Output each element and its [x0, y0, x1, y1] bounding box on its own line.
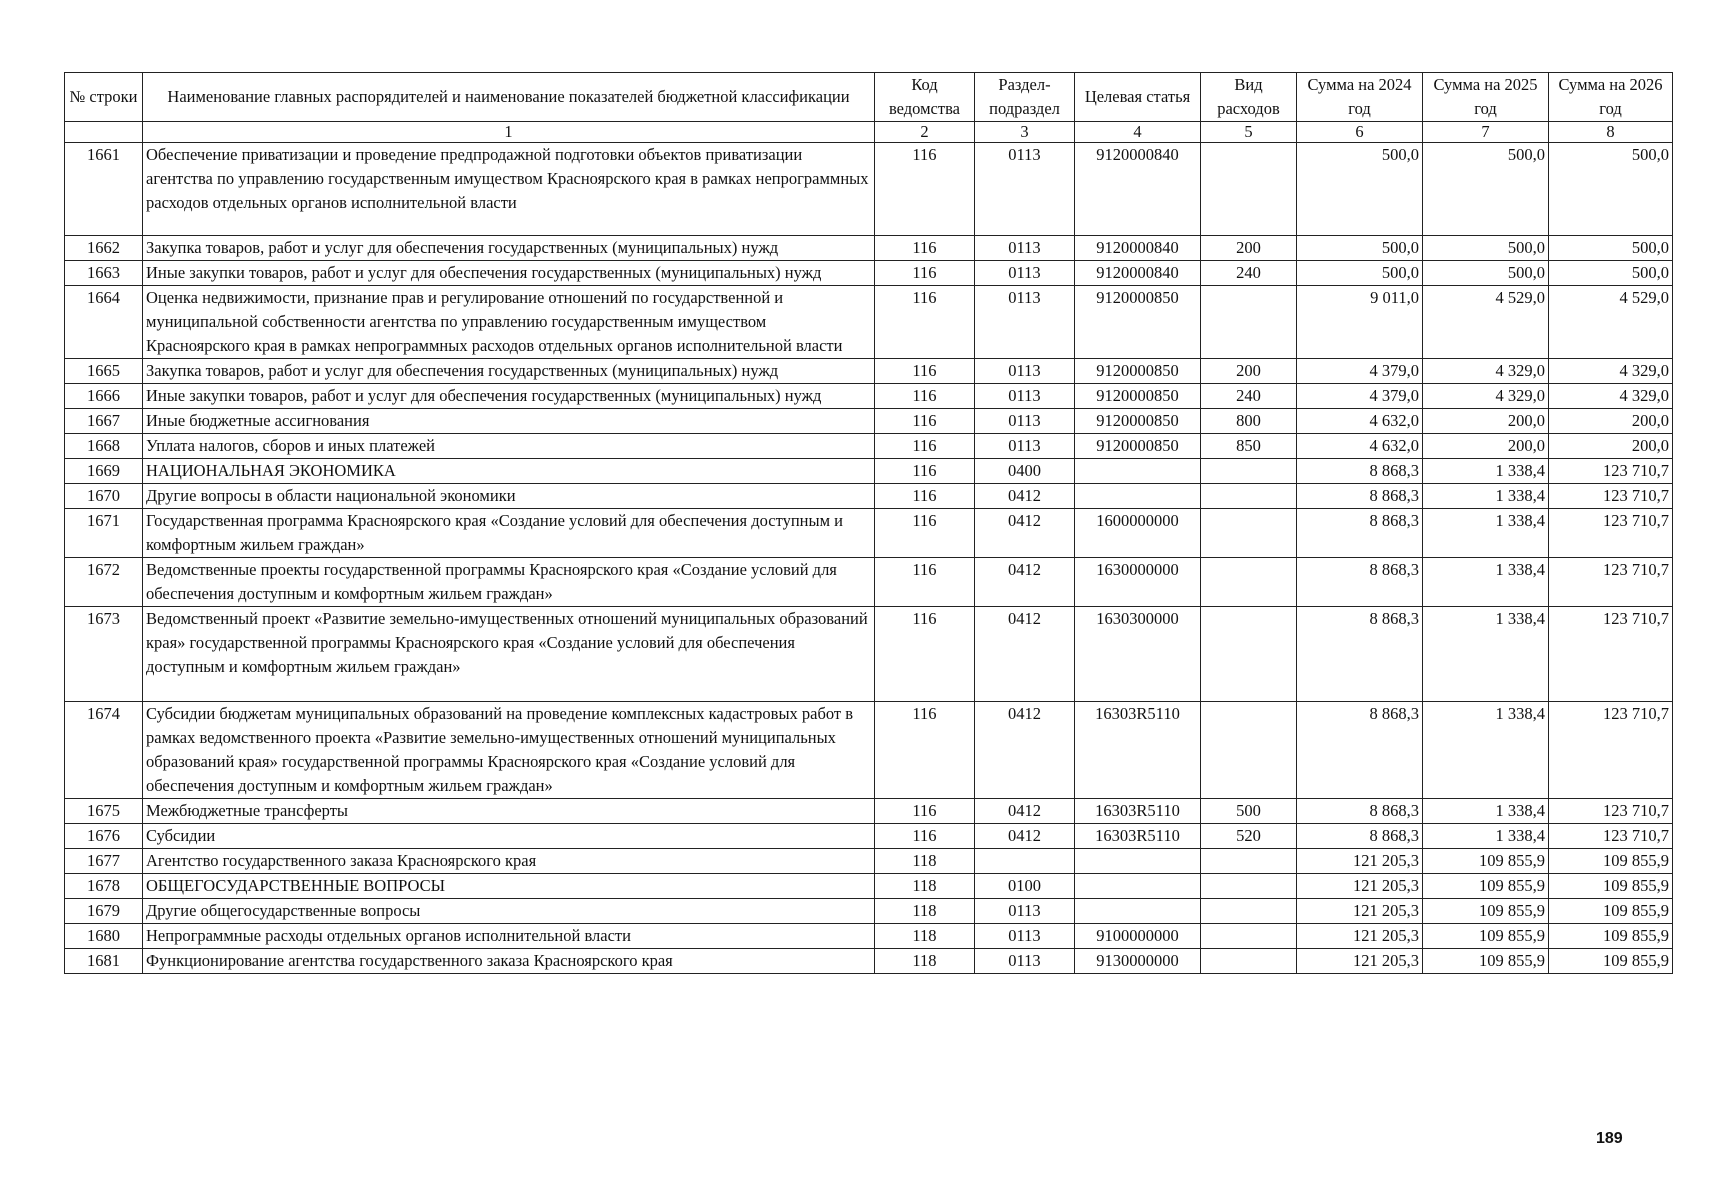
department-code: 118 [875, 899, 975, 924]
section-code [975, 849, 1075, 874]
sum-2025: 500,0 [1423, 143, 1549, 236]
table-row [65, 874, 1673, 899]
row-number: 1663 [65, 261, 143, 286]
sum-2024: 121 205,3 [1297, 874, 1423, 899]
expense-type: 500 [1201, 799, 1297, 824]
sum-2024: 8 868,3 [1297, 799, 1423, 824]
expense-type [1201, 143, 1297, 236]
expense-type [1201, 286, 1297, 359]
section-code: 0412 [975, 484, 1075, 509]
table-row [65, 949, 1673, 974]
expense-type [1201, 874, 1297, 899]
row-number: 1669 [65, 459, 143, 484]
column-number: 2 [875, 122, 975, 143]
row-number: 1672 [65, 558, 143, 607]
target-item: 9120000850 [1075, 409, 1201, 434]
department-code: 116 [875, 509, 975, 558]
department-code: 118 [875, 949, 975, 974]
sum-2026: 4 329,0 [1549, 384, 1673, 409]
row-name: Ведомственный проект «Развитие земельно-имущественных отношений муниципальных образований края» государственной программы Красноярского края «Создание условий для обеспечения доступным и комфортным жильем граждан» [143, 607, 875, 702]
section-code: 0113 [975, 359, 1075, 384]
row-number: 1664 [65, 286, 143, 359]
sum-2026: 500,0 [1549, 236, 1673, 261]
row-number: 1673 [65, 607, 143, 702]
section-code: 0412 [975, 607, 1075, 702]
sum-2025: 500,0 [1423, 261, 1549, 286]
expense-type: 200 [1201, 359, 1297, 384]
department-code: 116 [875, 434, 975, 459]
column-number: 7 [1423, 122, 1549, 143]
department-code: 116 [875, 236, 975, 261]
sum-2026: 109 855,9 [1549, 924, 1673, 949]
row-name: Функционирование агентства государственного заказа Красноярского края [143, 949, 875, 974]
row-name: Уплата налогов, сборов и иных платежей [143, 434, 875, 459]
target-item: 9120000850 [1075, 434, 1201, 459]
row-name: Другие вопросы в области национальной экономики [143, 484, 875, 509]
page-number: 189 [1596, 1130, 1623, 1147]
department-code: 116 [875, 607, 975, 702]
table-row [65, 286, 1673, 359]
sum-2024: 121 205,3 [1297, 849, 1423, 874]
target-item: 9120000840 [1075, 236, 1201, 261]
department-code: 116 [875, 143, 975, 236]
sum-2024: 500,0 [1297, 236, 1423, 261]
section-code: 0412 [975, 824, 1075, 849]
department-code: 116 [875, 261, 975, 286]
header-expense-type: Вид расходов [1201, 73, 1297, 122]
sum-2026: 123 710,7 [1549, 702, 1673, 799]
sum-2026: 123 710,7 [1549, 484, 1673, 509]
expense-type [1201, 702, 1297, 799]
section-code: 0113 [975, 924, 1075, 949]
sum-2025: 109 855,9 [1423, 949, 1549, 974]
row-number: 1681 [65, 949, 143, 974]
expense-type [1201, 459, 1297, 484]
section-code: 0113 [975, 261, 1075, 286]
sum-2024: 8 868,3 [1297, 509, 1423, 558]
expense-type: 800 [1201, 409, 1297, 434]
department-code: 116 [875, 799, 975, 824]
section-code: 0113 [975, 384, 1075, 409]
target-item: 9120000840 [1075, 143, 1201, 236]
sum-2025: 500,0 [1423, 236, 1549, 261]
table-row [65, 434, 1673, 459]
sum-2024: 121 205,3 [1297, 949, 1423, 974]
sum-2024: 121 205,3 [1297, 924, 1423, 949]
row-name: Государственная программа Красноярского края «Создание условий для обеспечения доступным и комфортным жильем граждан» [143, 509, 875, 558]
target-item: 16303R5110 [1075, 702, 1201, 799]
sum-2025: 109 855,9 [1423, 924, 1549, 949]
target-item: 1600000000 [1075, 509, 1201, 558]
section-code: 0412 [975, 558, 1075, 607]
expense-type [1201, 558, 1297, 607]
section-code: 0113 [975, 409, 1075, 434]
expense-type: 850 [1201, 434, 1297, 459]
header-target-item: Целевая статья [1075, 73, 1201, 122]
row-number: 1668 [65, 434, 143, 459]
table-row [65, 261, 1673, 286]
sum-2026: 109 855,9 [1549, 874, 1673, 899]
section-code: 0412 [975, 799, 1075, 824]
table-row [65, 236, 1673, 261]
header-department-code: Код ведомства [875, 73, 975, 122]
department-code: 116 [875, 409, 975, 434]
row-number: 1662 [65, 236, 143, 261]
row-number: 1674 [65, 702, 143, 799]
sum-2024: 8 868,3 [1297, 484, 1423, 509]
table-row [65, 484, 1673, 509]
sum-2025: 1 338,4 [1423, 702, 1549, 799]
target-item: 9120000850 [1075, 286, 1201, 359]
row-name: Закупка товаров, работ и услуг для обеспечения государственных (муниципальных) нужд [143, 236, 875, 261]
sum-2026: 123 710,7 [1549, 607, 1673, 702]
sum-2026: 123 710,7 [1549, 509, 1673, 558]
row-number: 1671 [65, 509, 143, 558]
target-item: 9120000850 [1075, 384, 1201, 409]
table-row [65, 384, 1673, 409]
table-row [65, 824, 1673, 849]
target-item: 16303R5110 [1075, 799, 1201, 824]
row-number: 1679 [65, 899, 143, 924]
row-name: НАЦИОНАЛЬНАЯ ЭКОНОМИКА [143, 459, 875, 484]
section-code: 0113 [975, 949, 1075, 974]
row-number: 1670 [65, 484, 143, 509]
table-header-row [65, 73, 1673, 122]
sum-2026: 123 710,7 [1549, 799, 1673, 824]
sum-2026: 200,0 [1549, 409, 1673, 434]
row-number: 1678 [65, 874, 143, 899]
column-number [65, 122, 143, 143]
department-code: 118 [875, 849, 975, 874]
table-row [65, 924, 1673, 949]
target-item: 1630300000 [1075, 607, 1201, 702]
section-code: 0113 [975, 236, 1075, 261]
sum-2026: 4 329,0 [1549, 359, 1673, 384]
sum-2026: 123 710,7 [1549, 558, 1673, 607]
sum-2026: 123 710,7 [1549, 824, 1673, 849]
row-number: 1676 [65, 824, 143, 849]
row-number: 1667 [65, 409, 143, 434]
table-row [65, 607, 1673, 702]
section-code: 0100 [975, 874, 1075, 899]
expense-type: 200 [1201, 236, 1297, 261]
table-row [65, 899, 1673, 924]
row-name: Непрограммные расходы отдельных органов исполнительной власти [143, 924, 875, 949]
section-code: 0113 [975, 143, 1075, 236]
sum-2024: 8 868,3 [1297, 558, 1423, 607]
expense-type [1201, 849, 1297, 874]
department-code: 116 [875, 702, 975, 799]
target-item: 16303R5110 [1075, 824, 1201, 849]
sum-2025: 1 338,4 [1423, 824, 1549, 849]
sum-2026: 500,0 [1549, 143, 1673, 236]
row-number: 1666 [65, 384, 143, 409]
expense-type [1201, 899, 1297, 924]
sum-2025: 1 338,4 [1423, 799, 1549, 824]
section-code: 0412 [975, 702, 1075, 799]
column-number: 8 [1549, 122, 1673, 143]
section-code: 0412 [975, 509, 1075, 558]
sum-2025: 1 338,4 [1423, 558, 1549, 607]
column-number-row [65, 122, 1673, 143]
sum-2025: 1 338,4 [1423, 459, 1549, 484]
table-row [65, 359, 1673, 384]
target-item [1075, 459, 1201, 484]
sum-2025: 109 855,9 [1423, 874, 1549, 899]
department-code: 116 [875, 384, 975, 409]
sum-2025: 1 338,4 [1423, 509, 1549, 558]
sum-2025: 200,0 [1423, 409, 1549, 434]
table-row [65, 799, 1673, 824]
section-code: 0400 [975, 459, 1075, 484]
sum-2024: 4 379,0 [1297, 359, 1423, 384]
sum-2025: 109 855,9 [1423, 849, 1549, 874]
department-code: 116 [875, 459, 975, 484]
row-name: Иные бюджетные ассигнования [143, 409, 875, 434]
header-sum-2026: Сумма на 2026 год [1549, 73, 1673, 122]
department-code: 116 [875, 558, 975, 607]
sum-2024: 500,0 [1297, 143, 1423, 236]
expense-type [1201, 949, 1297, 974]
target-item [1075, 849, 1201, 874]
department-code: 116 [875, 824, 975, 849]
row-number: 1665 [65, 359, 143, 384]
row-name: Обеспечение приватизации и проведение предпродажной подготовки объектов приватизации агентства по управлению государственным имуществом Красноярского края в рамках непрограммных расходов отдельных органов исполнительной власти [143, 143, 875, 236]
section-code: 0113 [975, 899, 1075, 924]
row-number: 1661 [65, 143, 143, 236]
sum-2025: 4 329,0 [1423, 384, 1549, 409]
target-item [1075, 874, 1201, 899]
sum-2026: 123 710,7 [1549, 459, 1673, 484]
header-section: Раздел-подраздел [975, 73, 1075, 122]
row-name: Оценка недвижимости, признание прав и регулирование отношений по государственной и муниципальной собственности агентства по управлению государственным имуществом Красноярского края в рамках непрограммных расходов отдельных органов исполнительной власти [143, 286, 875, 359]
section-code: 0113 [975, 434, 1075, 459]
expense-type [1201, 509, 1297, 558]
target-item: 9120000840 [1075, 261, 1201, 286]
sum-2025: 4 329,0 [1423, 359, 1549, 384]
row-name: Другие общегосударственные вопросы [143, 899, 875, 924]
sum-2025: 1 338,4 [1423, 607, 1549, 702]
target-item [1075, 899, 1201, 924]
row-name: Иные закупки товаров, работ и услуг для обеспечения государственных (муниципальных) нужд [143, 384, 875, 409]
target-item [1075, 484, 1201, 509]
target-item: 9100000000 [1075, 924, 1201, 949]
sum-2025: 4 529,0 [1423, 286, 1549, 359]
expense-type [1201, 607, 1297, 702]
budget-table [64, 72, 1673, 974]
row-name: Межбюджетные трансферты [143, 799, 875, 824]
row-name: Агентство государственного заказа Красноярского края [143, 849, 875, 874]
sum-2026: 109 855,9 [1549, 949, 1673, 974]
header-sum-2024: Сумма на 2024 год [1297, 73, 1423, 122]
sum-2024: 8 868,3 [1297, 824, 1423, 849]
sum-2024: 8 868,3 [1297, 459, 1423, 484]
row-name: Субсидии [143, 824, 875, 849]
table-row [65, 702, 1673, 799]
row-name: Иные закупки товаров, работ и услуг для обеспечения государственных (муниципальных) нужд [143, 261, 875, 286]
column-number: 6 [1297, 122, 1423, 143]
table-row [65, 143, 1673, 236]
sum-2024: 4 379,0 [1297, 384, 1423, 409]
target-item: 9130000000 [1075, 949, 1201, 974]
table-row [65, 459, 1673, 484]
row-name: Субсидии бюджетам муниципальных образований на проведение комплексных кадастровых работ в рамках ведомственного проекта «Развитие земельно-имущественных отношений муниципальных образований края» государственной программы Красноярского края «Создание условий для обеспечения доступным и комфортным жильем граждан» [143, 702, 875, 799]
sum-2025: 1 338,4 [1423, 484, 1549, 509]
department-code: 118 [875, 924, 975, 949]
sum-2025: 109 855,9 [1423, 899, 1549, 924]
row-number: 1675 [65, 799, 143, 824]
table-row [65, 849, 1673, 874]
row-number: 1677 [65, 849, 143, 874]
table-row [65, 558, 1673, 607]
department-code: 116 [875, 484, 975, 509]
sum-2026: 500,0 [1549, 261, 1673, 286]
department-code: 116 [875, 286, 975, 359]
sum-2024: 8 868,3 [1297, 702, 1423, 799]
sum-2026: 200,0 [1549, 434, 1673, 459]
department-code: 116 [875, 359, 975, 384]
header-row-number: № строки [65, 73, 143, 122]
expense-type [1201, 484, 1297, 509]
column-number: 3 [975, 122, 1075, 143]
section-code: 0113 [975, 286, 1075, 359]
sum-2024: 8 868,3 [1297, 607, 1423, 702]
sum-2026: 109 855,9 [1549, 849, 1673, 874]
expense-type: 240 [1201, 384, 1297, 409]
column-number: 5 [1201, 122, 1297, 143]
table-body [65, 143, 1673, 974]
sum-2024: 4 632,0 [1297, 434, 1423, 459]
sum-2025: 200,0 [1423, 434, 1549, 459]
row-name: Закупка товаров, работ и услуг для обеспечения государственных (муниципальных) нужд [143, 359, 875, 384]
sum-2024: 4 632,0 [1297, 409, 1423, 434]
target-item: 9120000850 [1075, 359, 1201, 384]
sum-2026: 4 529,0 [1549, 286, 1673, 359]
header-sum-2025: Сумма на 2025 год [1423, 73, 1549, 122]
expense-type: 240 [1201, 261, 1297, 286]
column-number: 4 [1075, 122, 1201, 143]
expense-type: 520 [1201, 824, 1297, 849]
row-name: Ведомственные проекты государственной программы Красноярского края «Создание условий для обеспечения доступным и комфортным жильем граждан» [143, 558, 875, 607]
table-row [65, 409, 1673, 434]
sum-2024: 121 205,3 [1297, 899, 1423, 924]
row-name: ОБЩЕГОСУДАРСТВЕННЫЕ ВОПРОСЫ [143, 874, 875, 899]
sum-2024: 500,0 [1297, 261, 1423, 286]
sum-2024: 9 011,0 [1297, 286, 1423, 359]
table-row [65, 509, 1673, 558]
department-code: 118 [875, 874, 975, 899]
row-number: 1680 [65, 924, 143, 949]
target-item: 1630000000 [1075, 558, 1201, 607]
expense-type [1201, 924, 1297, 949]
column-number: 1 [143, 122, 875, 143]
sum-2026: 109 855,9 [1549, 899, 1673, 924]
header-name: Наименование главных распорядителей и наименование показателей бюджетной классификации [143, 73, 875, 122]
